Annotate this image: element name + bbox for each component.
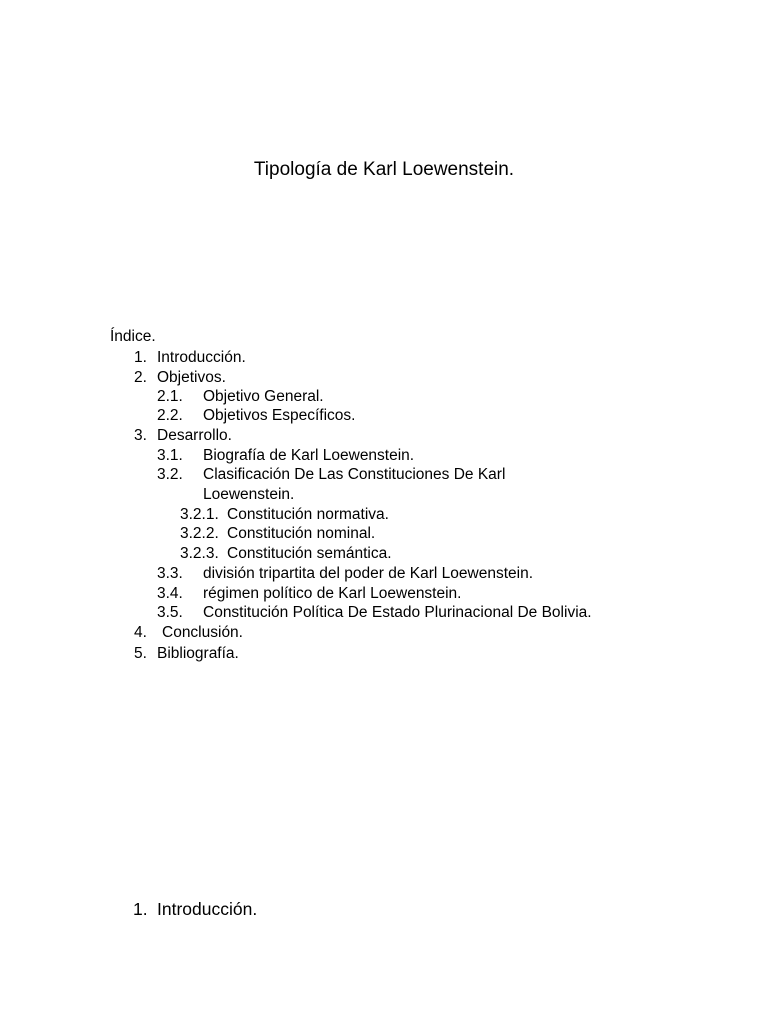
toc-item-text: Desarrollo. [157,427,232,444]
toc-item-number: 3.5. [157,604,183,621]
toc-item-number: 3.2. [157,466,183,483]
toc-item-text: Objetivo General. [203,388,324,405]
toc-item-number: 3.1. [157,447,183,464]
toc-item-text: división tripartita del poder de Karl Loewenstein. [203,565,533,582]
toc-item-number: 3.2.2. [180,525,219,542]
toc-item-number: 5. [134,645,147,662]
toc-item-text: Constitución nominal. [227,525,376,542]
toc-item-number: 3.4. [157,585,183,602]
toc-item-text: Introducción. [157,349,246,366]
toc-heading: Índice. [110,328,156,345]
toc-item-number: 4. [134,624,147,641]
toc-item-number: 2.1. [157,388,183,405]
toc-item-text: Constitución Política De Estado Plurinacional De Bolivia. [203,604,592,621]
toc-item-number: 3. [134,427,147,444]
toc-item-number: 3.3. [157,565,183,582]
toc-item-number: 3.2.3. [180,545,219,562]
toc-item-text: Bibliografía. [157,645,239,662]
toc-item-text: régimen político de Karl Loewenstein. [203,585,462,602]
toc-item-number: 2.2. [157,407,183,424]
toc-item-text-continued: Loewenstein. [203,486,295,503]
toc-item-number: 2. [134,369,147,386]
toc-item-text: Objetivos. [157,369,226,386]
toc-item-number: 1. [134,349,147,366]
toc-item-text: Biografía de Karl Loewenstein. [203,447,415,464]
toc-item-text: Objetivos Específicos. [203,407,356,424]
page-title: Tipología de Karl Loewenstein. [253,159,515,180]
section-heading-number: 1. [133,899,148,919]
toc-item-number: 3.2.1. [180,506,219,523]
toc-item-text: Conclusión. [162,624,243,641]
toc-item-text: Constitución normativa. [227,506,389,523]
section-heading-text: Introducción. [157,899,258,919]
toc-item-text: Clasificación De Las Constituciones De Karl [203,466,506,483]
toc-item-text: Constitución semántica. [227,545,392,562]
